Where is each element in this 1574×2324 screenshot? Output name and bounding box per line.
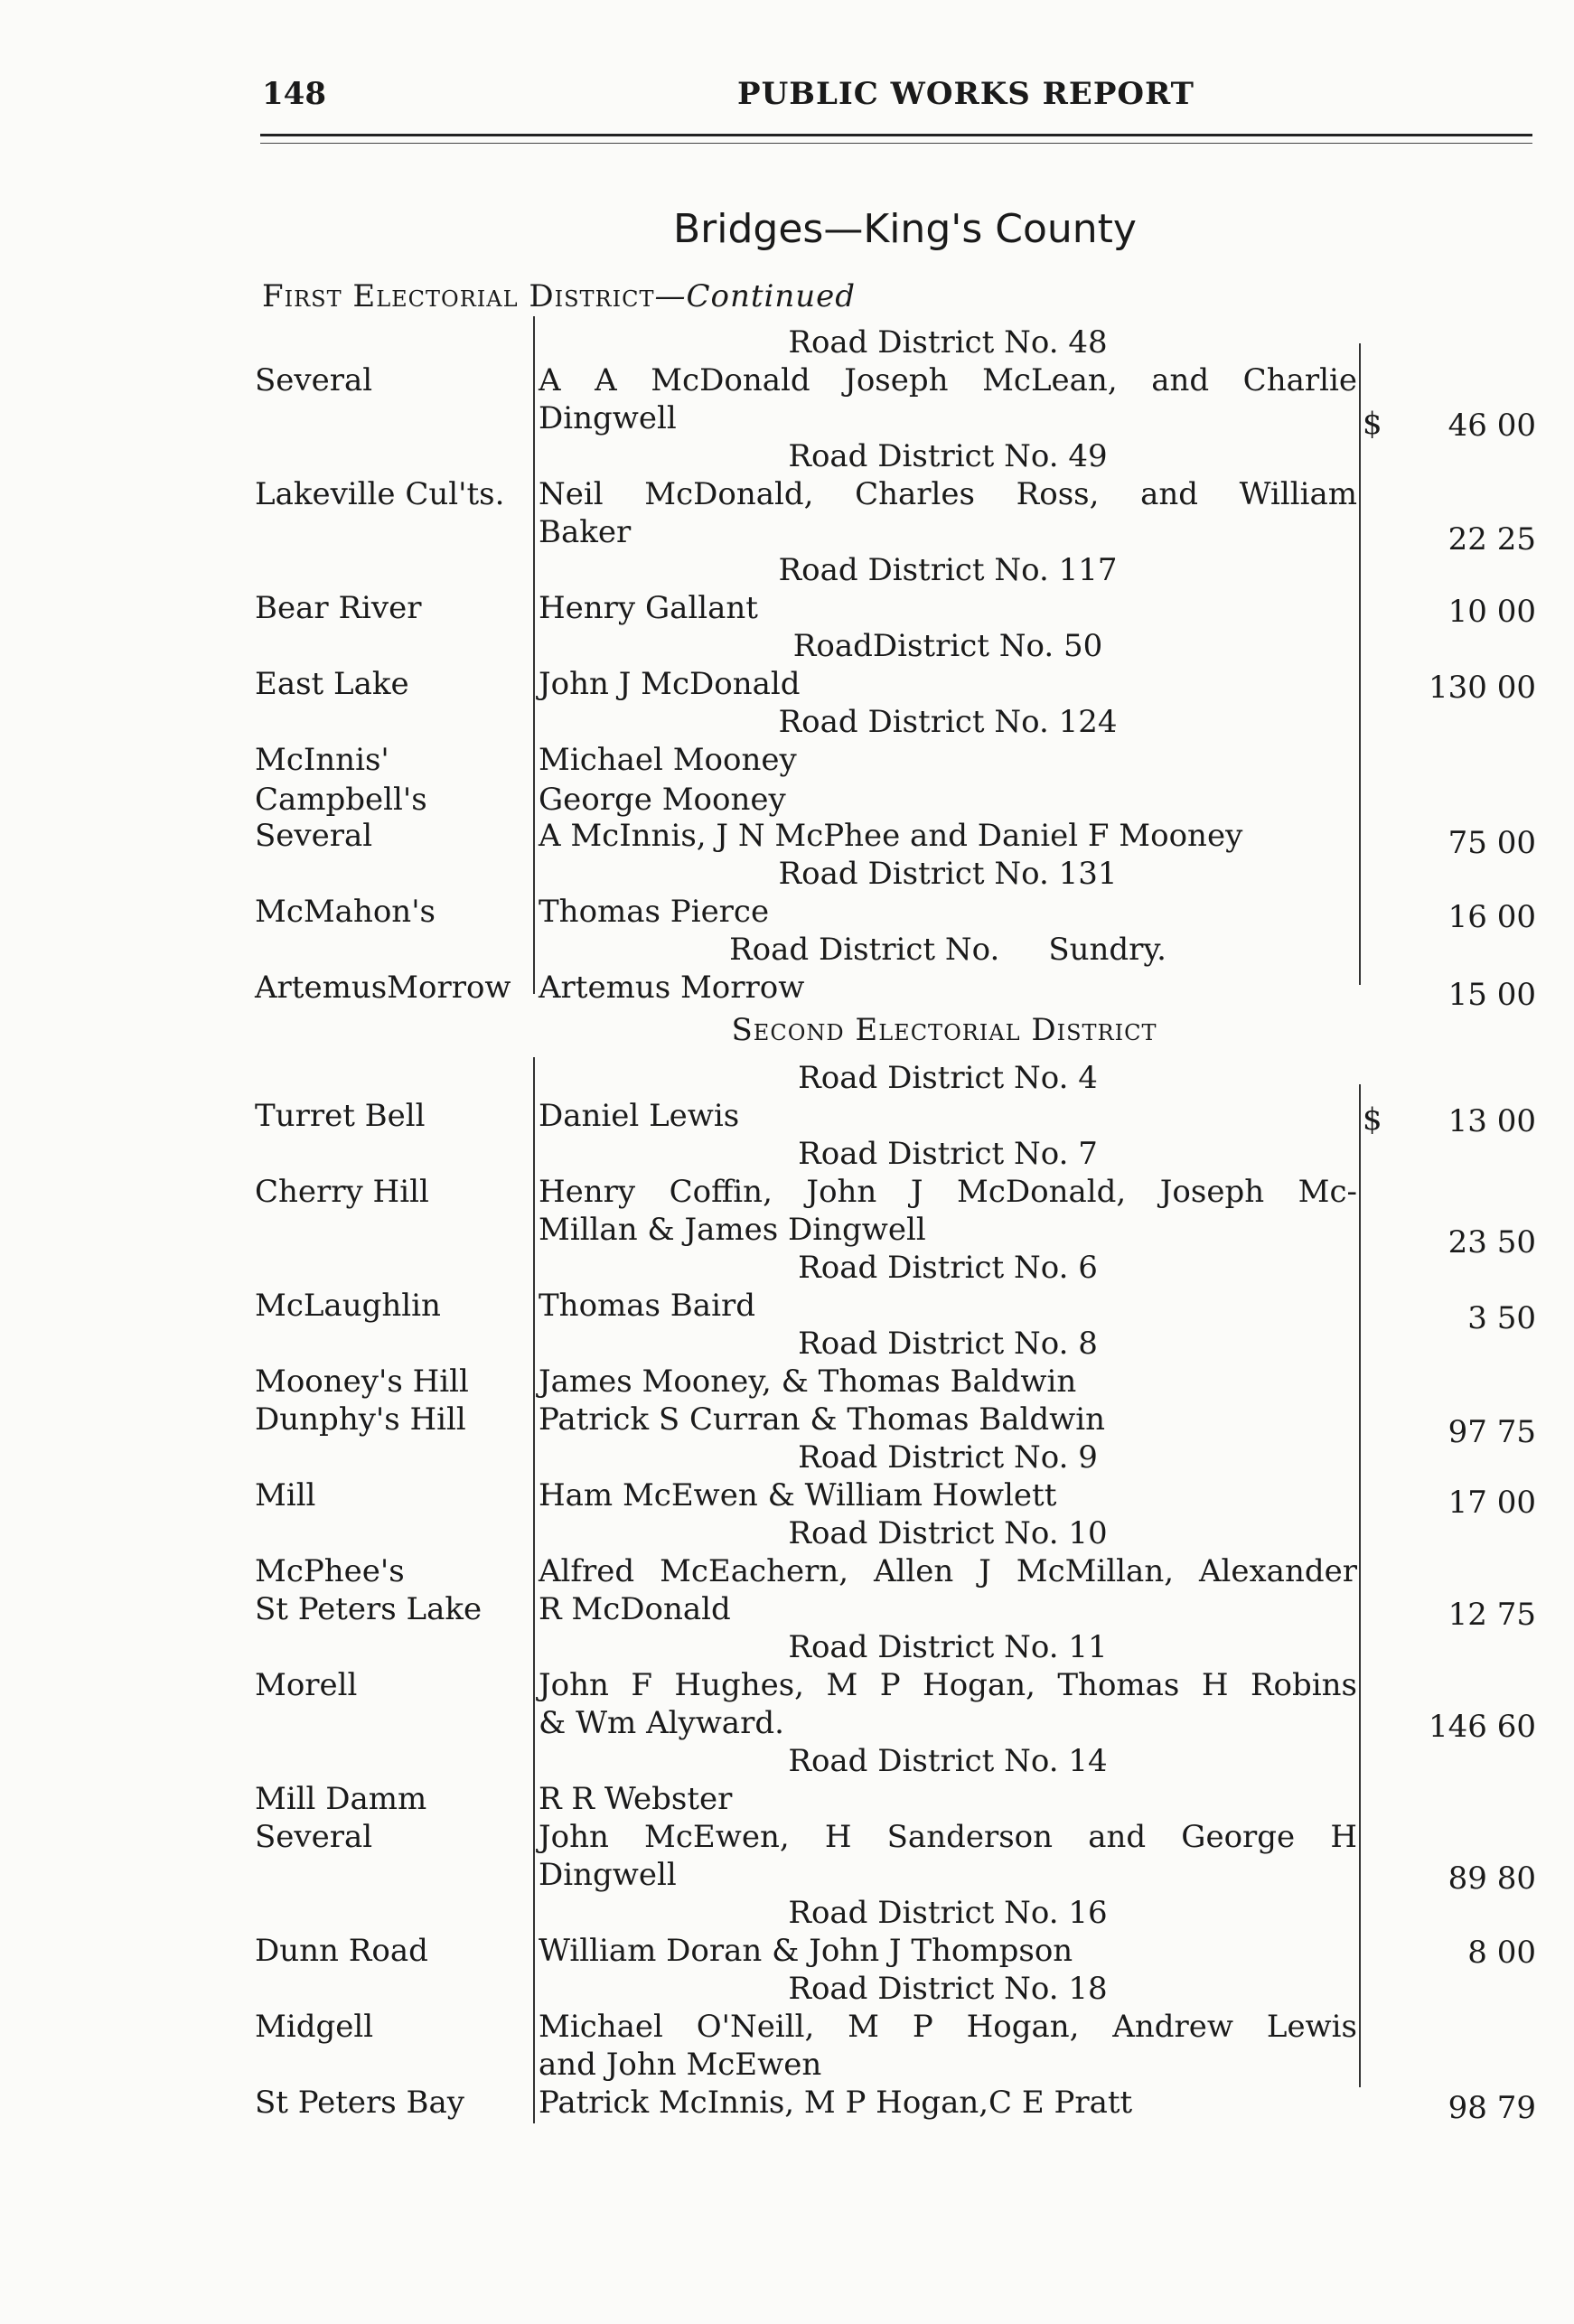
road-district-heading: Road District No. 14 xyxy=(788,1743,1108,1779)
names: and John McEwen xyxy=(539,2047,822,2083)
amount: 12 75 xyxy=(1448,1597,1536,1633)
amount: 16 00 xyxy=(1448,899,1536,935)
amount: 97 75 xyxy=(1448,1414,1536,1450)
road-district-heading: Road District No. 131 xyxy=(778,856,1118,892)
names: Michael O'Neill, M P Hogan, Andrew Lewis xyxy=(539,2009,1357,2045)
location: Bear River xyxy=(255,590,422,626)
names: Patrick McInnis, M P Hogan,C E Pratt xyxy=(539,2085,1133,2121)
location: Lakeville Cul'ts. xyxy=(255,476,505,512)
location: Midgell xyxy=(255,2009,374,2045)
road-district-heading: Road District No. 124 xyxy=(778,704,1118,740)
location: McLaughlin xyxy=(255,1288,441,1324)
names: A A McDonald Joseph McLean, and Charlie xyxy=(539,362,1357,398)
column-rule-left-1 xyxy=(533,316,535,994)
road-district-heading: Road District No. 18 xyxy=(788,1971,1108,2007)
location: Dunphy's Hill xyxy=(255,1401,466,1438)
second-district-heading: Second Electorial District xyxy=(731,1012,1157,1048)
names: Dingwell xyxy=(539,1857,677,1893)
amount: 3 50 xyxy=(1467,1300,1536,1336)
names: James Mooney, & Thomas Baldwin xyxy=(539,1363,1077,1400)
road-district-heading: RoadDistrict No. 50 xyxy=(792,628,1103,664)
amount: 23 50 xyxy=(1448,1224,1536,1260)
names: Neil McDonald, Charles Ross, and William xyxy=(539,476,1357,512)
names: Millan & James Dingwell xyxy=(539,1212,926,1248)
amount: 89 80 xyxy=(1448,1860,1536,1897)
location: Several xyxy=(255,1819,373,1855)
names: Thomas Pierce xyxy=(539,894,770,930)
dollar-sign: $ xyxy=(1363,406,1382,442)
location: Several xyxy=(255,362,373,398)
names: Thomas Baird xyxy=(539,1288,755,1324)
names: R R Webster xyxy=(539,1781,733,1817)
column-rule-right-1 xyxy=(1359,343,1361,985)
dollar-sign: $ xyxy=(1363,1101,1382,1138)
location: St Peters Lake xyxy=(255,1591,483,1627)
amount: 130 00 xyxy=(1429,670,1536,706)
location: ArtemusMorrow xyxy=(255,970,511,1006)
road-district-heading: Road District No. 8 xyxy=(798,1326,1098,1362)
names: R McDonald xyxy=(539,1591,731,1627)
district-label: First Electorial District xyxy=(262,278,655,314)
location: Mill Damm xyxy=(255,1781,427,1817)
amount: 10 00 xyxy=(1448,594,1536,630)
page-title: Bridges—King's County xyxy=(673,206,1137,252)
names: Artemus Morrow xyxy=(539,970,805,1006)
running-head: PUBLIC WORKS REPORT xyxy=(737,76,1195,112)
column-rule-right-2 xyxy=(1359,1084,1361,2087)
road-district-heading: Road District No. 7 xyxy=(798,1136,1098,1172)
amount: 146 60 xyxy=(1429,1709,1536,1745)
road-district-heading: Road District No. 16 xyxy=(788,1895,1108,1931)
location: Several xyxy=(255,818,373,854)
amount: 17 00 xyxy=(1448,1485,1536,1521)
amount: 22 25 xyxy=(1448,521,1536,558)
location: Dunn Road xyxy=(255,1933,428,1969)
names: William Doran & John J Thompson xyxy=(539,1933,1073,1969)
names: John J McDonald xyxy=(539,666,801,702)
location: Turret Bell xyxy=(255,1098,426,1134)
page-number: 148 xyxy=(262,76,326,112)
names: Ham McEwen & William Howlett xyxy=(539,1477,1057,1513)
names: Alfred McEachern, Allen J McMillan, Alexander xyxy=(539,1553,1357,1589)
location: McInnis' xyxy=(255,742,389,778)
amount: 46 00 xyxy=(1448,408,1536,444)
location: Campbell's xyxy=(255,782,427,818)
road-district-heading: Road District No. 117 xyxy=(778,552,1118,588)
amount: 13 00 xyxy=(1448,1103,1536,1139)
road-district-heading: Road District No. 48 xyxy=(788,324,1108,361)
names: George Mooney xyxy=(539,782,786,818)
header-rule-thin xyxy=(260,143,1532,144)
location: East Lake xyxy=(255,666,409,702)
location: Morell xyxy=(255,1667,358,1703)
location: St Peters Bay xyxy=(255,2085,464,2121)
amount: 75 00 xyxy=(1448,825,1536,861)
names: Henry Gallant xyxy=(539,590,758,626)
road-district-heading: Road District No. 4 xyxy=(798,1060,1098,1096)
location: Cherry Hill xyxy=(255,1174,429,1210)
header-rule xyxy=(260,134,1532,136)
road-district-heading: Road District No. 10 xyxy=(788,1515,1108,1551)
first-district-heading xyxy=(262,278,856,314)
names: John F Hughes, M P Hogan, Thomas H Robins xyxy=(539,1667,1357,1703)
names: Patrick S Curran & Thomas Baldwin xyxy=(539,1401,1106,1438)
names: & Wm Alyward. xyxy=(539,1705,784,1741)
location: McMahon's xyxy=(255,894,436,930)
location: Mill xyxy=(255,1477,316,1513)
names: A McInnis, J N McPhee and Daniel F Mooney xyxy=(539,818,1243,854)
names: Henry Coffin, John J McDonald, Joseph Mc- xyxy=(539,1174,1357,1210)
amount: 98 79 xyxy=(1448,2090,1536,2126)
continued-label: —Continued xyxy=(654,278,857,314)
amount: 15 00 xyxy=(1448,977,1536,1013)
names: Michael Mooney xyxy=(539,742,797,778)
names: Daniel Lewis xyxy=(539,1098,740,1134)
road-district-heading: Road District No. 6 xyxy=(798,1250,1098,1286)
names: Baker xyxy=(539,514,632,550)
amount: 8 00 xyxy=(1467,1935,1536,1971)
names: John McEwen, H Sanderson and George H xyxy=(539,1819,1357,1855)
road-district-heading: Road District No. Sundry. xyxy=(729,932,1166,968)
road-district-heading: Road District No. 49 xyxy=(788,438,1108,474)
names: Dingwell xyxy=(539,400,677,436)
location: Mooney's Hill xyxy=(255,1363,469,1400)
location: McPhee's xyxy=(255,1553,405,1589)
road-district-heading: Road District No. 9 xyxy=(798,1439,1098,1476)
column-rule-left-2 xyxy=(533,1057,535,2123)
road-district-heading: Road District No. 11 xyxy=(788,1629,1108,1665)
